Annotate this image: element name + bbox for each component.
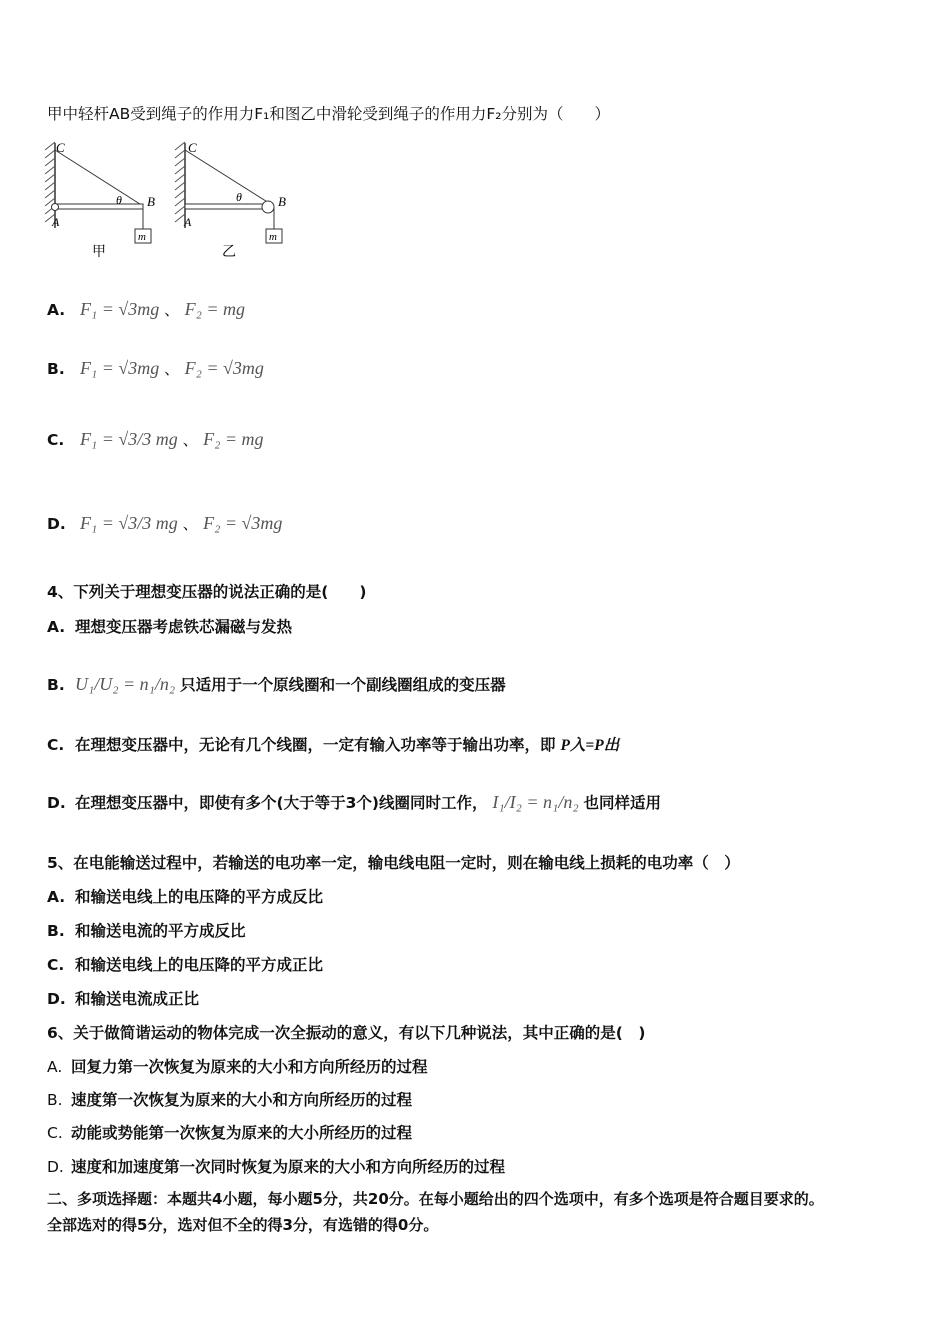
svg-text:甲: 甲 — [92, 244, 106, 260]
svg-text:B: B — [278, 194, 286, 209]
pulley-diagram — [40, 138, 300, 263]
svg-text:m: m — [269, 231, 277, 243]
q5-stem: 5、在电能输送过程中，若输送的电功率一定，输电线电阻一定时，则在输电线上损耗的电功率（ ） — [47, 854, 740, 872]
q3-option-d[interactable]: D. F₁ = √3/3 mg 、 F₂ = √3mg — [47, 513, 283, 533]
svg-text:θ: θ — [236, 190, 242, 204]
formula-f2: F₂ = √3mg — [203, 513, 283, 533]
section2-line2: 全部选对的得5分，选对但不全的得3分，有选错的得0分。 — [47, 1216, 439, 1234]
figure-yi — [175, 140, 286, 260]
svg-text:C: C — [188, 140, 197, 155]
formula-current-ratio: I₁/I₂ = n₁/n₂ — [492, 792, 579, 812]
formula-f1: F₁ = √3mg — [79, 358, 160, 378]
q5-option-c[interactable]: C. 和输送电线上的电压降的平方成正比 — [47, 956, 324, 974]
svg-text:A: A — [52, 215, 60, 229]
q6-option-d[interactable]: D. 速度和加速度第一次同时恢复为原来的大小和方向所经历的过程 — [47, 1158, 506, 1176]
svg-text:θ: θ — [116, 193, 122, 207]
q6-stem: 6、关于做简谐运动的物体完成一次全振动的意义，有以下几种说法，其中正确的是( ) — [47, 1024, 646, 1042]
formula-f2: F₂ = √3mg — [184, 358, 264, 378]
q3-option-b[interactable]: B. F₁ = √3mg 、 F₂ = √3mg — [47, 358, 264, 378]
section2-line1: 二、多项选择题：本题共4小题，每小题5分，共20分。在每小题给出的四个选项中，有多个选项是符合题目要求的。 — [47, 1190, 824, 1208]
q4-option-a[interactable]: A. 理想变压器考虑铁芯漏磁与发热 — [47, 618, 293, 636]
formula-f1: F₁ = √3/3 mg — [79, 429, 178, 449]
q3-option-c[interactable]: C. F₁ = √3/3 mg 、 F₂ = mg — [47, 429, 264, 449]
q6-option-b[interactable]: B. 速度第一次恢复为原来的大小和方向所经历的过程 — [47, 1091, 413, 1109]
svg-text:A: A — [184, 215, 192, 229]
q3-stem: 甲中轻杆AB受到绳子的作用力F₁和图乙中滑轮受到绳子的作用力F₂分别为（ ） — [47, 105, 610, 123]
q5-option-a[interactable]: A. 和输送电线上的电压降的平方成反比 — [47, 888, 324, 906]
svg-text:C: C — [56, 140, 65, 155]
q3-option-a[interactable]: A. F₁ = √3mg 、 F₂ = mg — [47, 299, 246, 319]
q4-option-d[interactable]: D. 在理想变压器中，即使有多个(大于等于3个)线圈同时工作， I₁/I₂ = n₁/n₂ 也同样适用 — [47, 792, 662, 812]
q4-option-c[interactable]: C. 在理想变压器中，无论有几个线圈，一定有输入功率等于输出功率，即 P入=P出 — [47, 736, 620, 754]
formula-power: P入=P出 — [560, 737, 620, 754]
q4-option-b[interactable]: B. U₁/U₂ = n₁/n₂ 只适用于一个原线圈和一个副线圈组成的变压器 — [47, 674, 506, 694]
formula-voltage-ratio: U₁/U₂ = n₁/n₂ — [75, 674, 176, 694]
svg-text:乙: 乙 — [222, 244, 236, 260]
q5-option-d[interactable]: D. 和输送电流成正比 — [47, 990, 200, 1008]
formula-f1: F₁ = √3/3 mg — [79, 513, 178, 533]
formula-f2: F₂ = mg — [203, 429, 264, 449]
figure-jia — [45, 140, 155, 260]
formula-f2: F₂ = mg — [184, 299, 246, 319]
q5-option-b[interactable]: B. 和输送电流的平方成反比 — [47, 922, 246, 940]
q6-option-c[interactable]: C. 动能或势能第一次恢复为原来的大小所经历的过程 — [47, 1124, 413, 1142]
q6-option-a[interactable]: A. 回复力第一次恢复为原来的大小和方向所经历的过程 — [47, 1058, 428, 1076]
q4-stem: 4、下列关于理想变压器的说法正确的是( ) — [47, 583, 367, 601]
svg-text:m: m — [138, 231, 146, 243]
formula-f1: F₁ = √3mg — [79, 299, 160, 319]
svg-text:B: B — [147, 194, 155, 209]
